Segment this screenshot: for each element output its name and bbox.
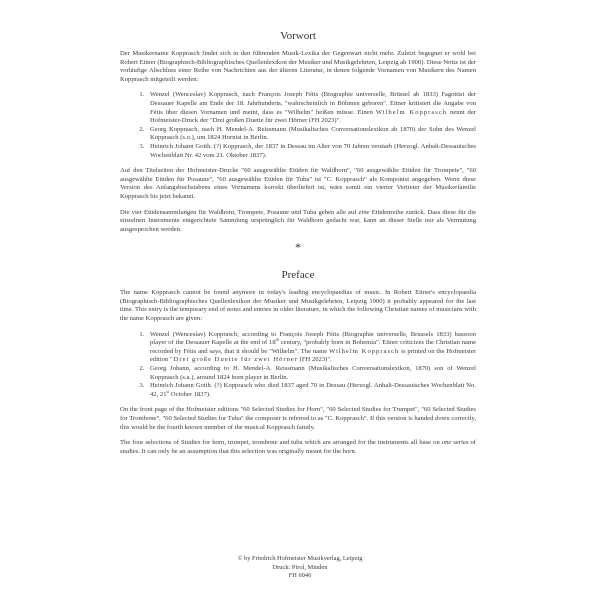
para-text: The four selections of Studies for horn, trumpet, trombone and tuba which are arranged for the instruments all base on xyxy=(120,439,442,447)
vorwort-title: Vorwort xyxy=(280,30,316,42)
item-text: October 1837). xyxy=(169,390,211,398)
emphasis: eine xyxy=(358,208,370,216)
superscript: th xyxy=(275,337,279,343)
list-item xyxy=(146,382,476,399)
spaced-name: Wilhelm Kopprasch xyxy=(375,108,448,116)
item-text: (FH 2023)". xyxy=(298,356,332,364)
section-separator: * xyxy=(295,240,301,255)
superscript: st xyxy=(166,388,170,394)
list-item: 2. Georg Johann, according to H. Mendel-A. Reissmann (Musikalisches Conversationslexikon, 1870) son of Wenzel Kopprasch (s.a.), around 1824 horn player in Berlin. xyxy=(146,365,476,382)
vorwort-intro: Der Musikername Kopprasch findet sich in den führenden Musik-Lexika der Gegenwart nicht mehr. Zuletzt begegnet er wohl bei Robert Eitner (Biographisch-Bibliographisches Quellenlexikon der Musiker und Musikgelehrten, Leipzig ab 1900). Diese Notiz ist der vorläufige Abschluss einer Reihe von Nachrichten aus der älteren Literatur, in denen folgende Vornamen von Musikern des Namen Kopprasch mitgeteilt werden: xyxy=(120,50,476,83)
document-page xyxy=(120,30,476,463)
emphasis: one xyxy=(441,439,452,447)
preface-para3 xyxy=(120,439,476,456)
para-text: Die vier Etüdensammlungen für Waldhorn, Trompete, Posaune und Tuba gehen alle auf xyxy=(120,208,359,216)
vorwort-para2: Auf den Titelseiten der Hofmeister-Drucke "60 ausgewählte Etüden für Waldhorn", "60 ausgewählte Etüden für Trompete", "60 ausgewählte Etüden für Posaune", "60 ausgewählte Etüden für Tuba" ist "C. Kopprasch" als Komponist angegeben. Wenn diese Version des Anfangsbuchstabens eines Vornamens korrekt überliefert ist, wäre somit ein vierter Vertreter der Musikerfamilie Kopprasch bis jetzt bekannt. xyxy=(120,167,476,200)
print-line: Druck: Pirol, Minden xyxy=(272,563,328,571)
item-text: Wenzel (Wenceslav) Kopprasch, according to François Joseph Fétis (Biographie universelle, Brussels 1833) bassoon player of the Dessauer Kapelle at the end of 18 xyxy=(150,330,476,347)
list-item: 2. Georg Kopprasch, nach H. Mendel-A. Reissmann (Musikalisches Conversationslexikon ab 1870) der Sohn des Wenzel Kopprasch (s.o.), um 1824 Hornist in Berlin. xyxy=(146,126,476,143)
list-item xyxy=(146,331,476,365)
list-item xyxy=(146,91,476,125)
item-text: nennt der Hofmeister-Druck der "Drei großen Duette für zwei Hörner (FH 2023)". xyxy=(150,108,476,125)
item-text: is printed on the Hofmeister edition xyxy=(150,347,476,364)
item-text: century, "probably born in Bohemia". Eitner criticizes the Christian name recorded by Fétis and says, that it should be "Wilhelm". The name xyxy=(150,339,476,355)
list-item: 3. Heinrich Johann Gotth. (?) Kopprasch, der 1837 in Dessau im Alter von 70 Jahren verstarb (Herzogl. Anhalt-Dessauisches Wochenblatt Nr. 42 vom 21. Oktober 1837). xyxy=(146,143,476,160)
copyright-line: © by Friedrich Hofmeister Musikverlag, Leipzig xyxy=(237,555,363,562)
preface-list xyxy=(120,331,476,400)
para-text: series of studies. It can only be an assumption that this selection was originally meant for the horn. xyxy=(120,439,476,455)
vorwort-list xyxy=(120,91,476,160)
vorwort-para3 xyxy=(120,209,476,235)
item-text: Heinrich Johann Gotth. (?) Kopprasch who died 1837 aged 70 in Dessau (Herzogl. Anhalt-Dessauisches Wochenblatt No. 42, 21 xyxy=(150,382,476,398)
preface-intro: The name Kopprasch cannot be found anymore in today's leading encyclopaedias of music. In Robert Eitner's encyclopaedia (Biographisch-Bibliographisches Quellenlexikon der Musiker und Musikgelehrten, Leipzig 1900) it probably appeared for the last time. This entry is the temporary end of notes and entries in older literature, in which the following Christian names of musicians with the name Kopprasch are given: xyxy=(120,289,476,323)
vorwort-section xyxy=(120,30,476,234)
spaced-title: "Drei große Duette für zwei Hörner xyxy=(169,356,299,364)
spaced-name: Wilhelm Kopprasch xyxy=(329,347,400,355)
para-text: Etüdenreihe zurück. Dass diese für die einzelnen Instrumente eingerichtete Sammlung ursprünglich für Waldhorn gedacht war, kann an dieser Stelle nur als Vermutung ausgesprochen werden. xyxy=(120,208,476,233)
preface-para2: On the front page of the Hofmeister editions "60 Selected Studies for Horn", "60 Selected Studies for Trumpet", "60 Selected Studies for Trombone", "60 Selected Studies for Tuba" the composer is referred to as "C. Kopprasch". If this version is handed down correctly, this would be the fourth known member of the musical Kopprasch family. xyxy=(120,406,476,431)
preface-title: Preface xyxy=(281,269,315,282)
item-text: Wenzel (Wenceslav) Kopprasch, nach François Joseph Fétis (Biographie universelle, Brüssel ab 1833) Fagottist der Dessauer Kapelle am Ende der 18. Jahrhunderts, "wahrscheinlich in Böhmen geboren". Eitner kritisiert die Angabe von Fétis über diesen Vornamen und meint, dass es "Wilhelm" heißen müsse. Einen xyxy=(150,91,476,116)
preface-section xyxy=(120,269,476,456)
catalog-number: FH 6046 xyxy=(288,572,312,580)
publisher-footer xyxy=(0,555,600,581)
